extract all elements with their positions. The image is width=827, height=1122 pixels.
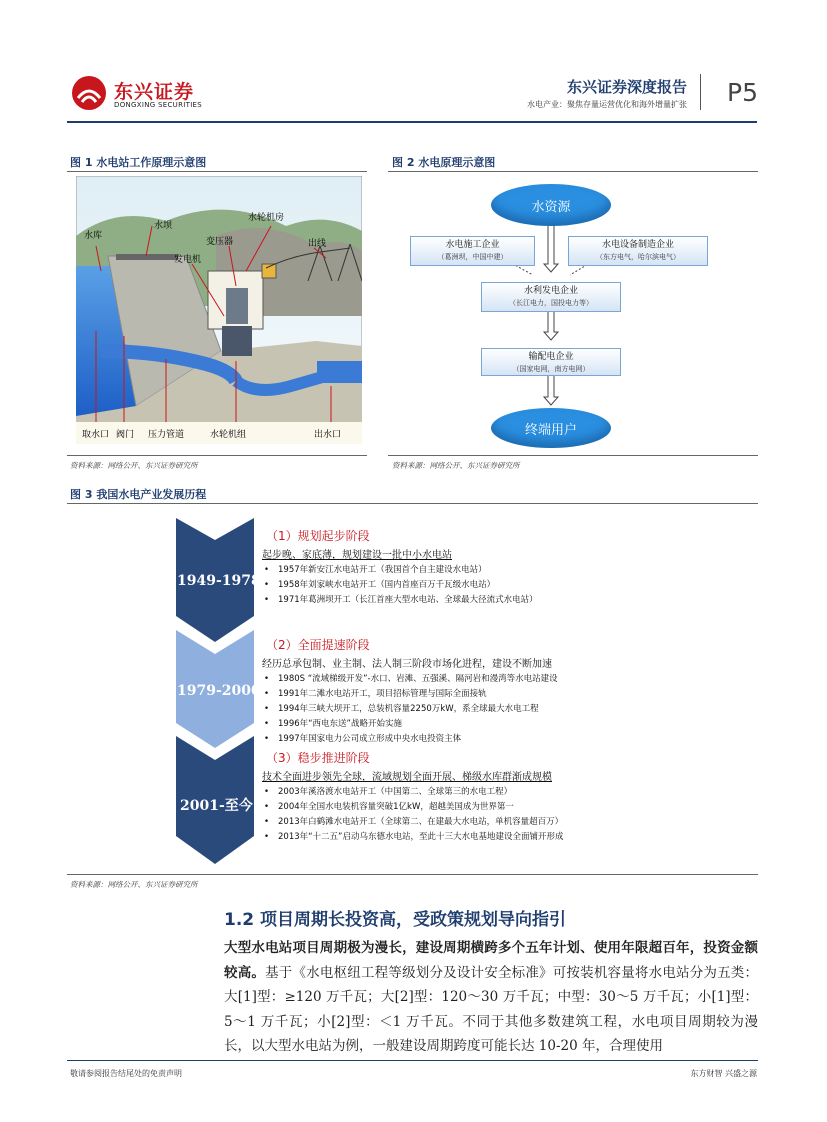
fig2-grid-sub: （国家电网，南方电网） [512, 365, 590, 373]
fig2-power-generation-box [481, 282, 621, 312]
fig2-end-user-oval: 终端用户 [491, 408, 611, 448]
header-rule [67, 121, 757, 123]
company-logo-icon [72, 76, 106, 110]
fig1-label-valve: 阀门 [116, 430, 135, 440]
stage2-item: • 1991年二滩水电站开工，项目招标管理与国际全面接轨 [264, 687, 487, 699]
stage2-period: 1979-2000 [177, 683, 261, 699]
stage3-item: • 2013年“十二五”启动乌东德水电站，至此十三大水电基地建设全面铺开形成 [264, 830, 563, 842]
fig2-grid-title: 输配电企业 [528, 352, 574, 362]
fig2-bottom-rule [388, 455, 758, 456]
stage1-period: 1949-1978 [177, 573, 261, 589]
page-number: P5 [727, 78, 758, 107]
fig1-label-outlet: 出水口 [314, 430, 342, 440]
fig3-bottom-rule [67, 874, 758, 875]
header-divider [700, 74, 701, 110]
stage1-summary: 起步晚、家底薄，规划建设一批中小水电站 [262, 550, 452, 561]
section-title: 1.2 项目周期长投资高，受政策规划导向指引 [224, 910, 567, 930]
fig2-construction-sub: （葛洲坝，中国中建） [437, 253, 508, 261]
fig2-flow-diagram [388, 172, 758, 452]
fig1-bottom-rule [67, 455, 367, 456]
fig1-label-outgoing-line: 出线 [308, 239, 327, 249]
stage3-period: 2001-至今 [180, 798, 253, 814]
fig2-power-generation-title: 水利发电企业 [523, 286, 578, 296]
fig2-equipment-sub: （东方电气，哈尔滨电气） [596, 253, 680, 261]
stage1-title: （1）规划起步阶段 [266, 529, 370, 543]
fig2-water-resource-oval: 水资源 [491, 184, 611, 226]
fig2-power-generation-sub: （长江电力，国投电力等） [509, 299, 593, 307]
fig2-equipment-title: 水电设备制造企业 [601, 240, 674, 250]
fig2-construction-box [410, 236, 535, 266]
fig2-equipment-box [568, 236, 708, 266]
fig3-source: 资料来源：网络公开、东兴证券研究所 [70, 880, 198, 889]
stage3-title: （3）稳步推进阶段 [266, 751, 370, 765]
fig3-top-rule [67, 503, 758, 504]
fig1-caption: 图 1 水电站工作原理示意图 [70, 156, 207, 169]
fig2-caption: 图 2 水电原理示意图 [392, 156, 496, 169]
fig2-construction-title: 水电施工企业 [445, 240, 500, 250]
stage1-item: • 1958年刘家峡水电站开工（国内首座百万千瓦级水电站） [264, 578, 495, 590]
report-subtitle: 水电产业：聚焦存量运营优化和海外增量扩张 [527, 100, 687, 109]
stage2-item: • 1996年“西电东送”战略开始实施 [264, 717, 402, 729]
stage2-item: • 1994年三峡大坝开工，总装机容量2250万kW，系全球最大水电工程 [264, 702, 539, 714]
fig1-source: 资料来源：网络公开、东兴证券研究所 [70, 461, 198, 470]
fig1-label-dam: 水坝 [154, 221, 173, 231]
stage2-item: • 1997年国家电力公司成立形成中央水电投资主体 [264, 732, 461, 744]
fig1-top-rule [67, 171, 367, 172]
stage2-title: （2）全面提速阶段 [266, 638, 370, 652]
fig1-label-intake: 取水口 [82, 430, 110, 440]
report-title: 东兴证券深度报告 [566, 78, 687, 96]
stage1-item: • 1971年葛洲坝开工（长江首座大型水电站、全球最大径流式水电站） [264, 593, 538, 605]
fig1-label-reservoir: 水库 [84, 231, 103, 241]
paragraph-body: 基于《水电枢纽工程等级划分及设计安全标准》可按装机容量将水电站分为五类：大[1]型：≥120 万千瓦；大[2]型：120～30 万千瓦；中型：30～5 万千瓦；小[1]型：5～1 万千瓦；小[2]型：＜1 万千瓦。不同于其他多数建筑工程，水电项目周期较为漫长，以大型水电站为例，一般建设周期跨度可能长达 10-20 年，合理使用 [224, 964, 759, 1054]
fig1-label-turbine-house: 水轮机房 [248, 213, 285, 223]
stage2-item: • 1980S “流域梯级开发”-水口、岩滩、五强溪、隔河岩和漫湾等水电站建设 [264, 672, 558, 684]
stage3-summary: 技术全面进步领先全球，流域规划全面开展、梯级水库群渐成规模 [262, 772, 552, 783]
stage3-item: • 2003年溪洛渡水电站开工（中国第二、全球第三的水电工程） [264, 785, 512, 797]
footer-rule [67, 1060, 758, 1061]
footer-slogan: 东方财智 兴盛之源 [690, 1069, 757, 1078]
section-paragraph [224, 936, 758, 1059]
stage2-summary: 经历总承包制、业主制、法人制三阶段市场化进程，建设不断加速 [262, 659, 552, 670]
stage1-item: • 1957年新安江水电站开工（我国首个自主建设水电站） [264, 563, 487, 575]
fig1-label-transformer: 变压器 [206, 237, 234, 247]
paragraph-bold-lead: 大型水电站项目周期极为漫长，建设周期横跨多个五年计划、使用年限超百年，投资金额较高。 [224, 940, 758, 981]
fig2-source: 资料来源：网络公开、东兴证券研究所 [392, 461, 520, 470]
logo-chinese-name: 东兴证券 [114, 81, 195, 103]
footer-disclaimer: 敬请参阅报告结尾处的免责声明 [70, 1069, 182, 1078]
fig1-label-turbine-unit: 水轮机组 [210, 430, 247, 440]
fig1-label-generator: 发电机 [174, 255, 202, 265]
stage3-item: • 2013年白鹤滩水电站开工（全球第二、在建最大水电站，单机容量超百万） [264, 815, 563, 827]
fig2-grid-box [481, 348, 621, 376]
fig1-label-penstock: 压力管道 [148, 430, 185, 440]
fig1-hydro-station-diagram [76, 176, 362, 444]
logo-english-name: DONGXING SECURITIES [114, 101, 203, 109]
fig3-caption: 图 3 我国水电产业发展历程 [70, 488, 207, 501]
stage3-item: • 2004年全国水电装机容量突破1亿kW，超越美国成为世界第一 [264, 800, 514, 812]
